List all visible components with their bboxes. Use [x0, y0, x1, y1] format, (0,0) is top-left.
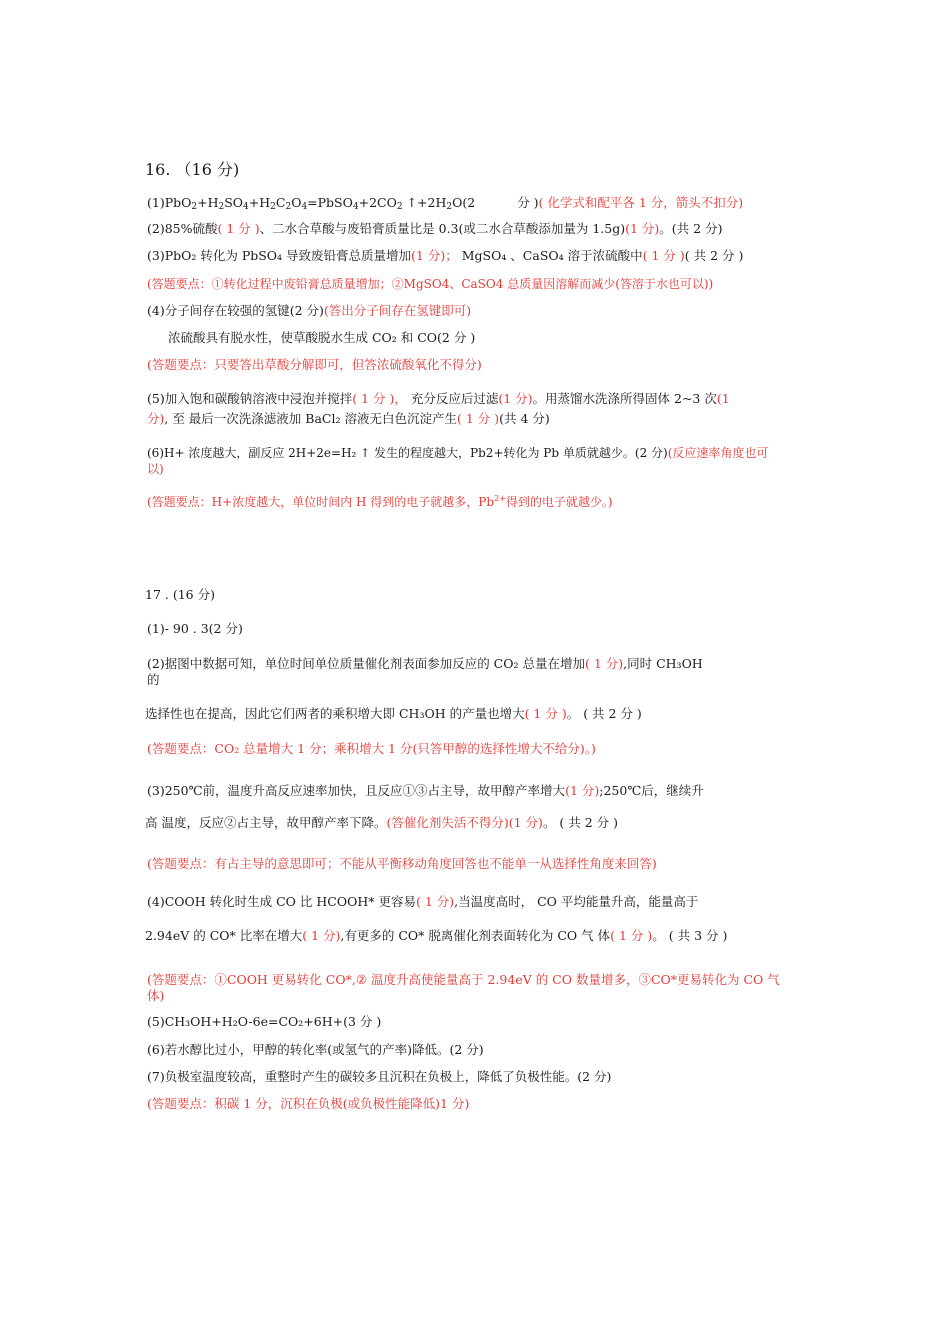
- q16-line2: (2)85%硫酸( 1 分 )、二水合草酸与废铅膏质量比是 0.3(或二水合草酸添加量为 1.5g)(1 分)。(共 2 分): [147, 221, 723, 236]
- q16-line1: $(1)PbO_2+H_2SO_4+H_2C_2O_4=PbSO_4+2CO_2$ $↑+2H_2O(2$ 分 )( 化学式和配平各 1 分，箭头不扣分): [147, 195, 744, 212]
- q17-key-point-4: (答题要点：①COOH 更易转化 CO*,② 温度升高使能量高于 2.94eV 的 CO 数量增多，③CO*更易转化为 CO 气: [147, 972, 780, 987]
- q17-line6: (6)若水醇比过小，甲醇的转化率(或氢气的产率)降低。(2 分): [147, 1042, 484, 1057]
- q16-line3: (3)PbO₂ 转化为 PbSO₄ 导致废铅膏总质量增加(1 分)； MgSO₄ 、CaSO₄ 溶于浓硫酸中( 1 分 )( 共 2 分 ): [147, 248, 744, 263]
- q17-line2b: 的: [147, 672, 160, 687]
- q17-line4b: 2.94eV 的 CO* 比率在增大( 1 分),有更多的 CO* 脱离催化剂表面转化为 CO 气 体( 1 分 )。 ( 共 3 分 ): [145, 928, 728, 943]
- q16-key-point-6: (答题要点：H+浓度越大，单位时间内 H 得到的电子就越多，$Pb^{2+}$得到的电子就越少。): [147, 494, 613, 509]
- q16-line4b: 浓硫酸具有脱水性，使草酸脱水生成 CO₂ 和 CO(2 分 ): [168, 330, 476, 345]
- q17-key-point-3: (答题要点：有占主导的意思即可；不能从平衡移动角度回答也不能单一从选择性角度来回答): [147, 856, 657, 871]
- q17-title: 17 . (16 分): [145, 587, 215, 602]
- q17-line5: (5)CH₃OH+H₂O-6e=CO₂+6H+(3 分 ): [147, 1014, 382, 1029]
- q16-key-point-3: (答题要点：①转化过程中废铅膏总质量增加；②MgSO4、CaSO4 总质量因溶解而减少(答溶于水也可以)): [147, 277, 714, 291]
- q16-line1-note: ( 化学式和配平各 1 分，箭头不扣分): [538, 195, 744, 210]
- q16-key-point-4: (答题要点：只要答出草酸分解即可，但答浓硫酸氧化不得分): [147, 357, 482, 372]
- q17-line2c: 选择性也在提高，因此它们两者的乘积增大即 CH₃OH 的产量也增大( 1 分 )。 ( 共 2 分 ): [145, 706, 642, 721]
- q17-line3: (3)250℃前，温度升高反应速率加快，且反应①③占主导，故甲醇产率增大(1 分);250℃后，继续升: [147, 783, 704, 798]
- q16-title: 16. （16 分): [145, 160, 240, 179]
- q16-line6: (6)H+ 浓度越大，副反应 2H+2e=H₂ ↑ 发生的程度越大，Pb2+转化为 Pb 单质就越少。(2 分)(反应速率角度也可: [147, 446, 769, 460]
- q16-line5b: 分), 至 最后一次洗涤滤液加 BaCl₂ 溶液无白色沉淀产生( 1 分 )(共 4 分): [147, 411, 550, 426]
- q17-line2: (2)据图中数据可知，单位时间单位质量催化剂表面参加反应的 CO₂ 总量在增加( 1 分),同时 CH₃OH: [147, 656, 703, 671]
- q17-line3b: 高 温度，反应②占主导，故甲醇产率下降。(答催化剂失活不得分)(1 分)。 ( 共 2 分 ): [145, 815, 619, 830]
- q16-line4: (4)分子间存在较强的氢键(2 分)(答出分子间存在氢键即可): [147, 303, 472, 318]
- q16-line6b: 以): [147, 462, 164, 476]
- q17-line4: (4)COOH 转化时生成 CO 比 HCOOH* 更容易( 1 分),当温度高时， CO 平均能量升高，能量高于: [147, 894, 699, 909]
- q17-key-point-4b: 体): [147, 988, 165, 1003]
- q17-key-point-7: (答题要点：积碳 1 分，沉积在负极(或负极性能降低)1 分): [147, 1096, 470, 1111]
- q17-line1: (1)- 90 . 3(2 分): [147, 621, 243, 636]
- q16-line5: (5)加入饱和碳酸钠溶液中浸泡并搅拌( 1 分 )， 充分反应后过滤(1 分)。用蒸馏水洗涤所得固体 2~3 次(1: [147, 391, 730, 406]
- q17-key-point-2: (答题要点：CO₂ 总量增大 1 分；乘积增大 1 分(只答甲醇的选择性增大不给分)。): [147, 741, 596, 756]
- q17-line7: (7)负极室温度较高，重整时产生的碳较多且沉积在负极上，降低了负极性能。(2 分): [147, 1069, 612, 1084]
